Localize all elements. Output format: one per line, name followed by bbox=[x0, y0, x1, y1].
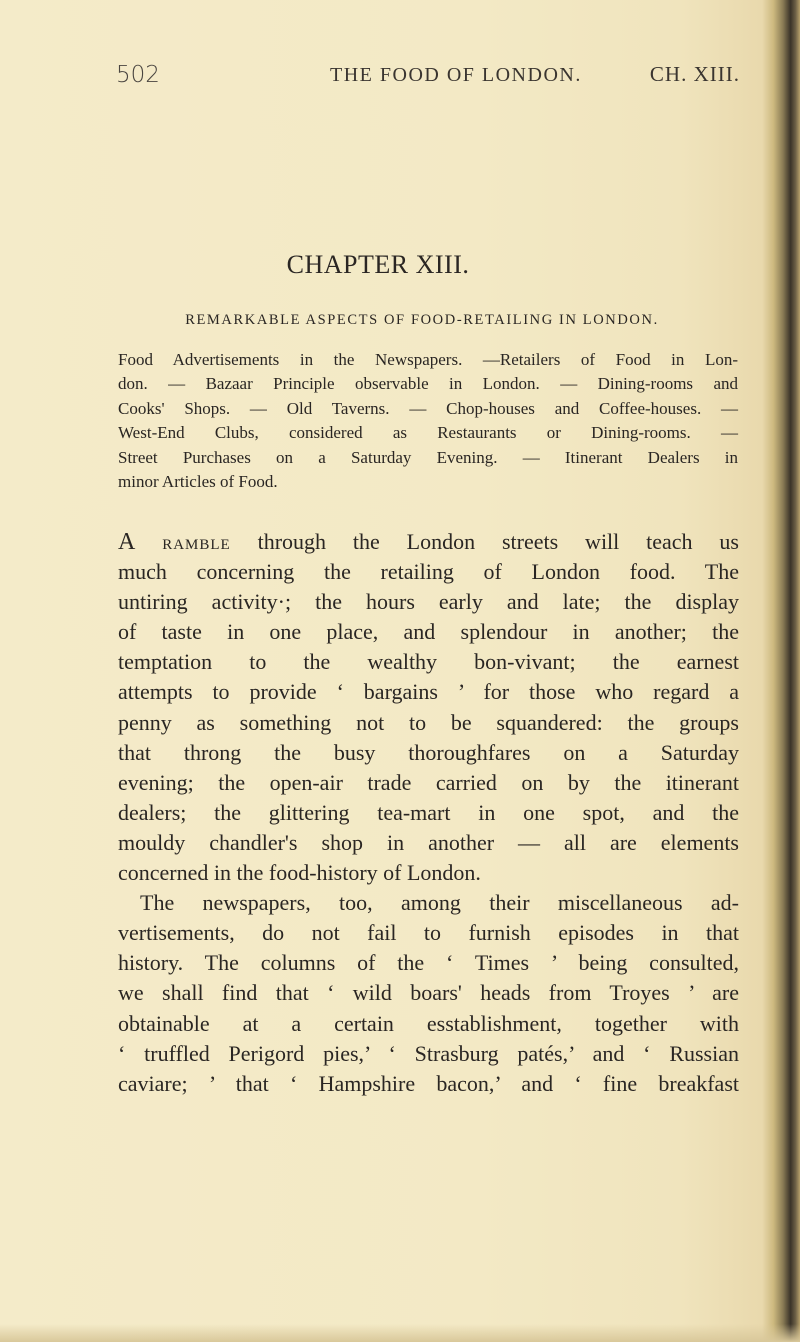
synopsis-line: don. — Bazaar Principle observable in London. — Dining-rooms and bbox=[118, 374, 738, 394]
book-binding-edge bbox=[762, 0, 800, 1342]
chapter-title: CHAPTER XIII. bbox=[286, 250, 470, 279]
body-line: we shall find that ‘ wild boars' heads from Troyes ’ are bbox=[118, 980, 739, 1006]
body-line: temptation to the wealthy bon-vivant; the earnest bbox=[118, 649, 739, 675]
running-chapter: CH. XIII. bbox=[649, 62, 740, 86]
body-line: evening; the open-air trade carried on by the itinerant bbox=[118, 769, 739, 795]
opening-letter: A bbox=[118, 529, 136, 555]
body-text bbox=[118, 527, 739, 1099]
body-line: history. The columns of the ‘ Times ’ being consulted, bbox=[118, 950, 739, 976]
opening-rest: through the London streets will teach us bbox=[230, 529, 739, 554]
running-head bbox=[116, 62, 740, 92]
synopsis-line: minor Articles of Food. bbox=[118, 472, 278, 492]
opening-smallcaps: ramble bbox=[162, 529, 231, 554]
body-line: dealers; the glittering tea-mart in one spot, and the bbox=[118, 799, 739, 825]
body-line: much concerning the retailing of London food. The bbox=[118, 559, 739, 585]
body-line: vertisements, do not fail to furnish episodes in that bbox=[118, 920, 739, 946]
synopsis-line: West-End Clubs, considered as Restaurants or Dining-rooms. — bbox=[118, 423, 738, 443]
body-line: concerned in the food-history of London. bbox=[118, 860, 481, 886]
chapter-subtitle: REMARKABLE ASPECTS OF FOOD-RETAILING IN LONDON. bbox=[185, 312, 659, 328]
synopsis-line: Cooks' Shops. — Old Taverns. — Chop-houses and Coffee-houses. — bbox=[118, 398, 738, 418]
body-line: attempts to provide ‘ bargains ’ for those who regard a bbox=[118, 679, 739, 705]
running-title: THE FOOD OF LONDON. bbox=[330, 64, 582, 86]
synopsis-line: Street Purchases on a Saturday Evening. — Itinerant Dealers in bbox=[118, 447, 738, 467]
body-line: that throng the busy thoroughfares on a Saturday bbox=[118, 739, 739, 765]
page-number: 502 bbox=[116, 62, 160, 88]
body-opening-line bbox=[118, 527, 739, 557]
body-line: mouldy chandler's shop in another — all are elements bbox=[118, 829, 739, 855]
body-line: The newspapers, too, among their miscellaneous ad- bbox=[140, 890, 739, 916]
body-line: penny as something not to be squandered: the groups bbox=[118, 709, 739, 735]
body-line: ‘ truffled Perigord pies,’ ‘ Strasburg patés,’ and ‘ Russian bbox=[118, 1040, 739, 1066]
page-bottom-edge bbox=[0, 1324, 800, 1342]
synopsis-line: Food Advertisements in the Newspapers. —Retailers of Food in Lon- bbox=[118, 350, 738, 369]
body-line: of taste in one place, and splendour in another; the bbox=[118, 619, 739, 645]
body-line: obtainable at a certain esstablishment, together with bbox=[118, 1010, 739, 1036]
chapter-synopsis bbox=[118, 348, 738, 494]
body-line: untiring activity·; the hours early and late; the display bbox=[118, 589, 739, 615]
body-line: caviare; ’ that ‘ Hampshire bacon,’ and ‘ fine breakfast bbox=[118, 1070, 739, 1096]
